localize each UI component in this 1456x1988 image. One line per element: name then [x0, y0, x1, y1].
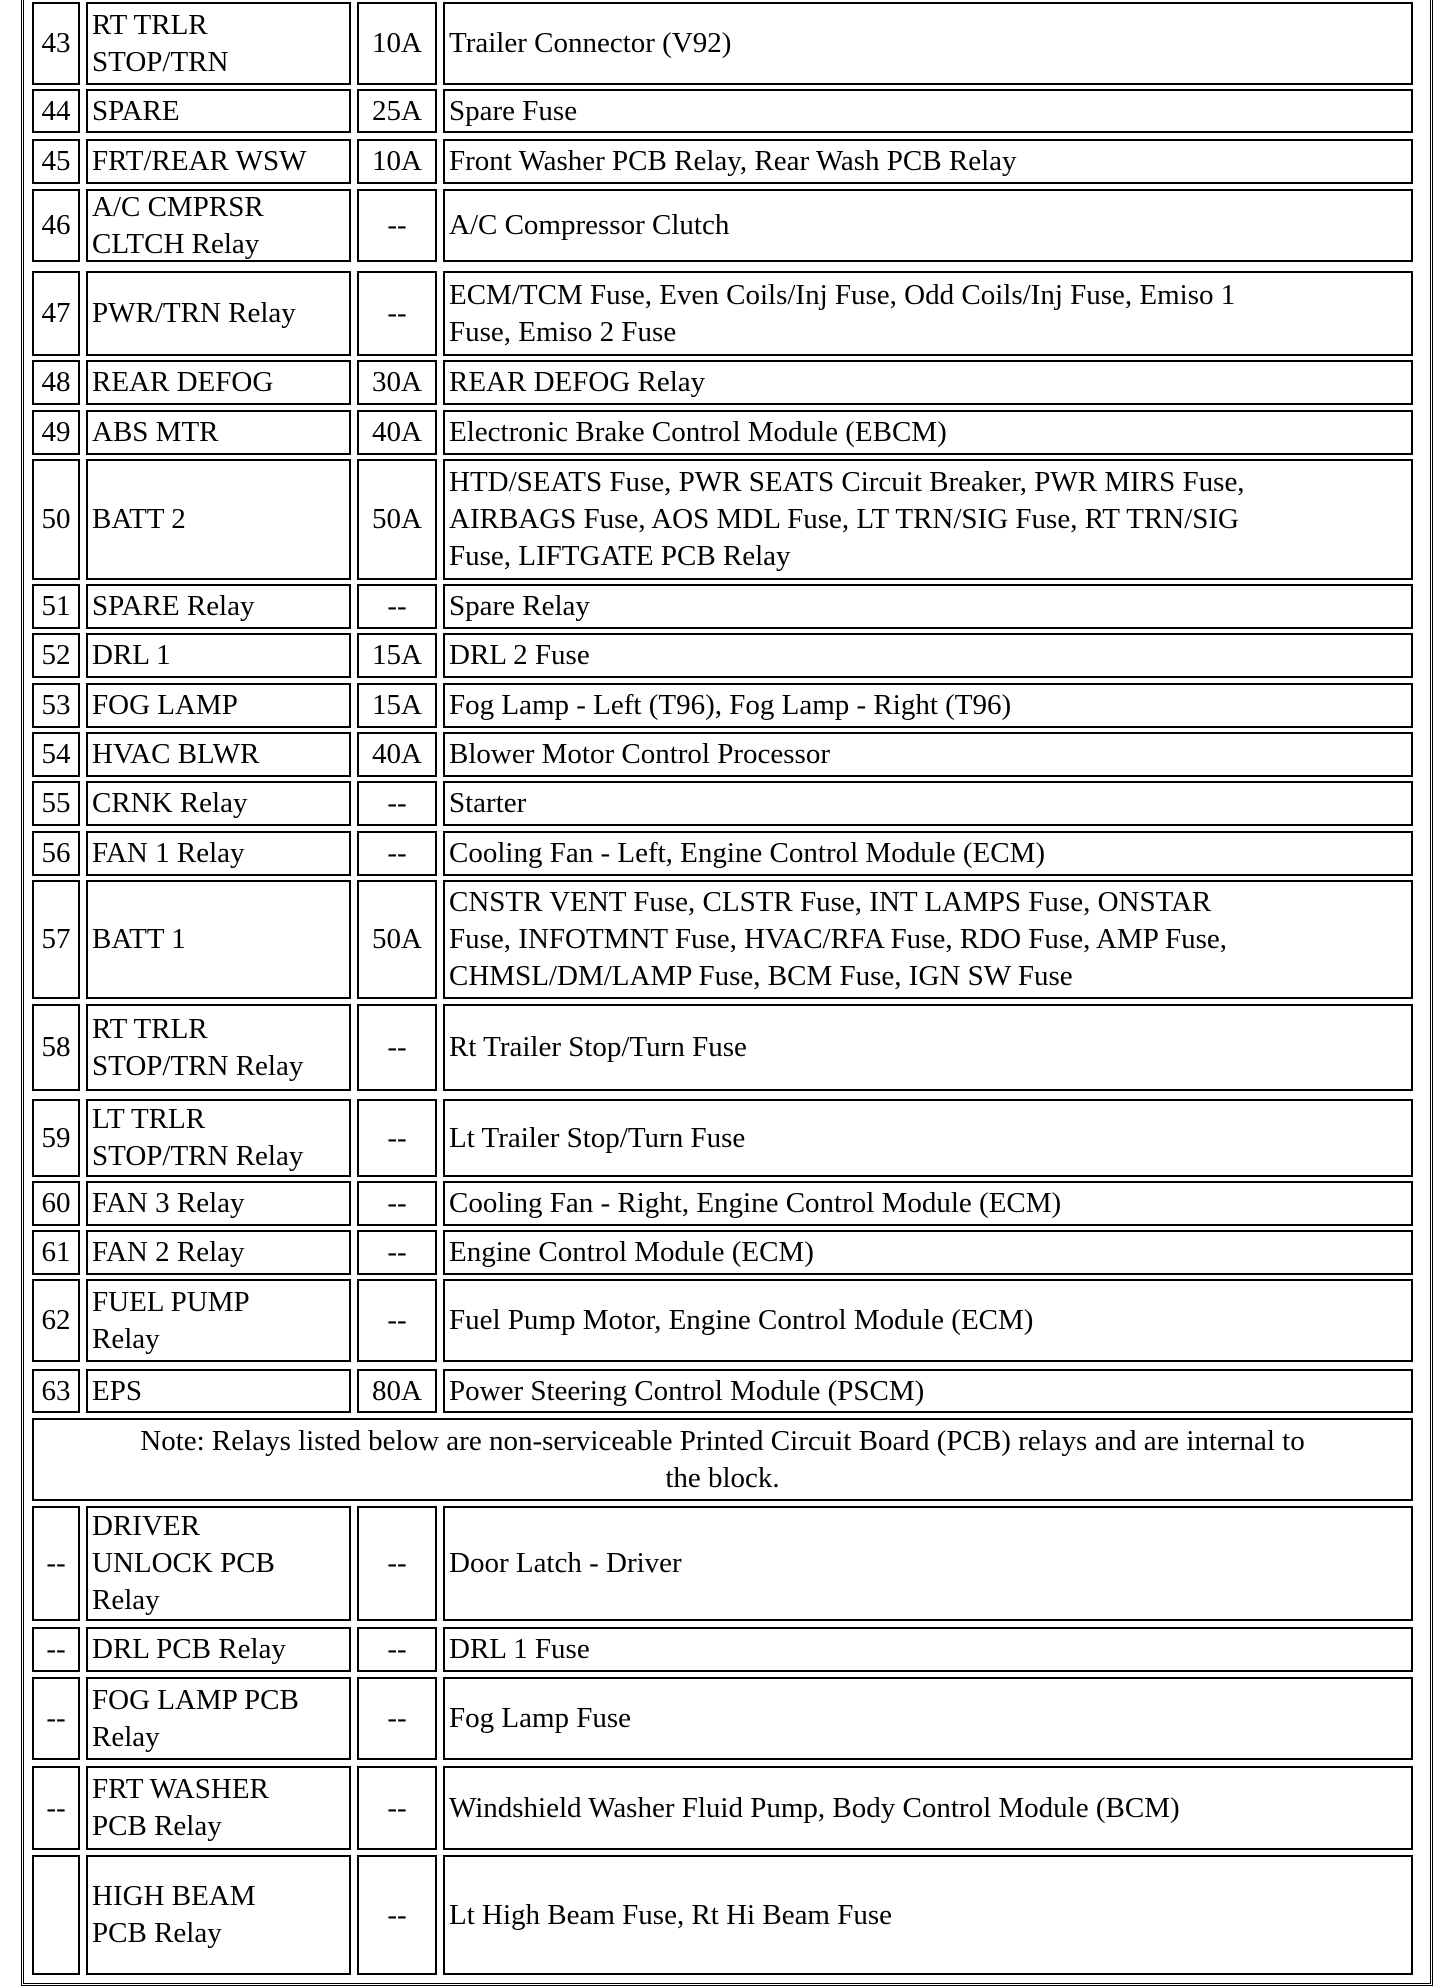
- fuse-row-desc-cell: [443, 139, 1413, 184]
- fuse-row-name-text: PWR/TRN Relay: [92, 297, 296, 329]
- fuse-row-amp-cell: [357, 2, 437, 85]
- fuse-row-amp-text: 80A: [372, 1374, 422, 1407]
- fuse-row-name-cell: [86, 732, 351, 777]
- fuse-row-amp-text: --: [387, 837, 407, 869]
- pcb-row-desc-text: Fog Lamp Fuse: [449, 1702, 632, 1734]
- fuse-row-amp-text: 10A: [372, 27, 422, 59]
- pcb-row-desc-text: Door Latch - Driver: [449, 1547, 682, 1579]
- fuse-row-name-cell: [86, 1004, 351, 1091]
- fuse-row-amp-text: 40A: [372, 416, 422, 448]
- fuse-row-desc-text: DRL 2 Fuse: [449, 639, 590, 671]
- pcb-row-num-text: --: [46, 1702, 66, 1734]
- fuse-row-num-cell: [32, 1369, 80, 1413]
- fuse-row-name-text: REAR DEFOG: [92, 366, 274, 398]
- fuse-row-name-text: ABS MTR: [92, 416, 219, 448]
- fuse-row-amp-cell: [357, 89, 437, 133]
- fuse-row-num-cell: [32, 2, 80, 85]
- fuse-row-num-cell: [32, 189, 80, 262]
- fuse-row-num-text: 45: [41, 145, 71, 177]
- fuse-row-name-text: FAN 1 Relay: [92, 837, 245, 869]
- fuse-row-amp-cell: [357, 633, 437, 678]
- fuse-row-name-text: SPARE Relay: [92, 590, 255, 622]
- fuse-row-desc-text: Power Steering Control Module (PSCM): [449, 1374, 925, 1407]
- fuse-row-num-cell: [32, 1004, 80, 1091]
- fuse-row-num-cell: [32, 831, 80, 876]
- fuse-row-amp-text: --: [387, 1031, 407, 1063]
- pcb-row-desc-cell: [443, 1627, 1413, 1672]
- fuse-row-num-cell: [32, 683, 80, 728]
- fuse-row-name-text: A/C CMPRSR CLTCH Relay: [92, 190, 264, 260]
- pcb-row-amp-cell: [357, 1677, 437, 1760]
- fuse-row-num-text: 59: [41, 1121, 71, 1154]
- fuse-row-desc-cell: [443, 831, 1413, 876]
- pcb-row-desc-cell: [443, 1506, 1413, 1621]
- fuse-row-desc-text: Fuel Pump Motor, Engine Control Module (ECM): [449, 1304, 1034, 1336]
- fuse-row-amp-cell: [357, 683, 437, 728]
- fuse-row-desc-text: Starter: [449, 787, 527, 819]
- fuse-row-name-text: SPARE: [92, 94, 180, 127]
- fuse-row-name-cell: [86, 2, 351, 85]
- fuse-row-amp-cell: [357, 831, 437, 876]
- pcb-row-name-cell: [86, 1506, 351, 1621]
- fuse-row-desc-text: Trailer Connector (V92): [449, 27, 732, 59]
- fuse-row-num-text: 53: [41, 689, 71, 721]
- fuse-row-name-cell: [86, 89, 351, 133]
- pcb-row-amp-text: --: [387, 1702, 407, 1734]
- fuse-row-amp-text: 40A: [372, 738, 422, 770]
- fuse-row-name-text: EPS: [92, 1374, 142, 1407]
- pcb-row-name-cell: [86, 1627, 351, 1672]
- fuse-row-desc-cell: [443, 89, 1413, 133]
- fuse-row-num-cell: [32, 410, 80, 455]
- fuse-row-amp-cell: [357, 1279, 437, 1362]
- fuse-row-desc-text: Fog Lamp - Left (T96), Fog Lamp - Right (T96): [449, 689, 1012, 721]
- pcb-row-desc-text: DRL 1 Fuse: [449, 1633, 590, 1665]
- fuse-row-amp-cell: [357, 880, 437, 999]
- fuse-row-num-cell: [32, 1099, 80, 1177]
- pcb-row-name-text: HIGH BEAM PCB Relay: [92, 1880, 256, 1949]
- fuse-row-num-cell: [32, 1181, 80, 1226]
- fuse-row-num-text: 57: [41, 923, 71, 955]
- fuse-row-amp-text: 50A: [372, 503, 422, 535]
- fuse-row-desc-cell: [443, 781, 1413, 826]
- fuse-row-name-text: DRL 1: [92, 639, 171, 671]
- pcb-row-desc-cell: [443, 1677, 1413, 1760]
- fuse-row-name-text: RT TRLR STOP/TRN: [92, 8, 229, 78]
- pcb-row-desc-cell: [443, 1766, 1413, 1850]
- fuse-row-num-cell: [32, 139, 80, 184]
- fuse-row-name-cell: [86, 360, 351, 405]
- fuse-row-num-text: 63: [41, 1374, 71, 1407]
- fuse-row-num-cell: [32, 584, 80, 629]
- pcb-row-name-cell: [86, 1677, 351, 1760]
- fuse-row-desc-cell: [443, 683, 1413, 728]
- fuse-row-num-text: 56: [41, 837, 71, 869]
- fuse-row-desc-cell: [443, 1279, 1413, 1362]
- fuse-row-num-cell: [32, 1230, 80, 1275]
- fuse-row-amp-text: --: [387, 297, 407, 329]
- pcb-row-amp-text: --: [387, 1791, 407, 1824]
- fuse-row-desc-text: REAR DEFOG Relay: [449, 366, 706, 398]
- fuse-row-num-text: 43: [41, 27, 71, 59]
- fuse-row-num-text: 54: [41, 738, 71, 770]
- pcb-row-name-text: FRT WASHER PCB Relay: [92, 1773, 269, 1842]
- pcb-row-amp-text: --: [387, 1898, 407, 1931]
- fuse-row-name-cell: [86, 880, 351, 999]
- fuse-row-amp-text: --: [387, 1304, 407, 1336]
- fuse-row-amp-cell: [357, 1099, 437, 1177]
- fuse-row-name-cell: [86, 410, 351, 455]
- fuse-row-num-cell: [32, 89, 80, 133]
- fuse-row-desc-text: Rt Trailer Stop/Turn Fuse: [449, 1031, 747, 1063]
- fuse-row-name-cell: [86, 831, 351, 876]
- pcb-row-amp-cell: [357, 1627, 437, 1672]
- fuse-row-amp-text: --: [387, 787, 407, 819]
- fuse-row-num-text: 47: [41, 297, 71, 329]
- fuse-row-amp-text: 25A: [372, 94, 422, 127]
- fuse-row-amp-text: --: [387, 590, 407, 622]
- fuse-row-name-cell: [86, 271, 351, 356]
- fuse-row-name-cell: [86, 189, 351, 262]
- fuse-row-amp-cell: [357, 1181, 437, 1226]
- fuse-row-num-text: 48: [41, 366, 71, 398]
- fuse-row-amp-cell: [357, 459, 437, 580]
- fuse-row-desc-cell: [443, 633, 1413, 678]
- fuse-row-amp-cell: [357, 732, 437, 777]
- fuse-row-num-cell: [32, 732, 80, 777]
- fuse-row-name-text: FUEL PUMP Relay: [92, 1285, 250, 1355]
- fuse-row-desc-text: ECM/TCM Fuse, Even Coils/Inj Fuse, Odd Coils/Inj Fuse, Emiso 1 Fuse, Emiso 2 Fuse: [449, 278, 1236, 348]
- pcb-row-amp-text: --: [387, 1547, 407, 1579]
- fuse-row-desc-cell: [443, 584, 1413, 629]
- fuse-row-desc-cell: [443, 459, 1413, 580]
- fuse-row-desc-text: Engine Control Module (ECM): [449, 1236, 814, 1268]
- fuse-row-num-text: 50: [41, 503, 71, 535]
- fuse-row-name-text: BATT 2: [92, 503, 186, 535]
- fuse-row-name-text: FOG LAMP: [92, 689, 238, 721]
- fuse-row-desc-text: Electronic Brake Control Module (EBCM): [449, 416, 947, 448]
- pcb-row-num-text: --: [46, 1547, 66, 1579]
- fuse-row-amp-cell: [357, 360, 437, 405]
- fuse-row-amp-text: 15A: [372, 689, 422, 721]
- fuse-row-num-text: 44: [41, 94, 71, 127]
- fuse-row-desc-cell: [443, 1369, 1413, 1413]
- fuse-row-desc-text: Spare Relay: [449, 590, 590, 622]
- fuse-row-num-cell: [32, 360, 80, 405]
- fuse-row-name-cell: [86, 1099, 351, 1177]
- fuse-row-desc-cell: [443, 880, 1413, 999]
- fuse-table: [21, 0, 1433, 1986]
- fuse-row-amp-text: --: [387, 1121, 407, 1154]
- fuse-row-desc-cell: [443, 2, 1413, 85]
- fuse-row-num-text: 46: [41, 209, 71, 241]
- fuse-row-amp-cell: [357, 189, 437, 262]
- fuse-row-name-cell: [86, 1230, 351, 1275]
- fuse-row-amp-text: 30A: [372, 366, 422, 398]
- pcb-note-text: Note: Relays listed below are non-serviceable Printed Circuit Board (PCB) relays and are internal to the block.: [140, 1424, 1305, 1494]
- fuse-row-amp-cell: [357, 1004, 437, 1091]
- fuse-row-name-cell: [86, 683, 351, 728]
- fuse-row-name-text: FAN 2 Relay: [92, 1236, 245, 1268]
- fuse-row-desc-cell: [443, 732, 1413, 777]
- pcb-row-num-text: --: [46, 1791, 66, 1824]
- fuse-row-name-cell: [86, 459, 351, 580]
- fuse-row-desc-text: Cooling Fan - Left, Engine Control Module (ECM): [449, 837, 1046, 869]
- fuse-row-num-text: 55: [41, 787, 71, 819]
- fuse-row-name-cell: [86, 633, 351, 678]
- pcb-row-amp-cell: [357, 1855, 437, 1975]
- fuse-row-desc-cell: [443, 271, 1413, 356]
- fuse-row-amp-text: 10A: [372, 145, 422, 177]
- fuse-row-desc-cell: [443, 360, 1413, 405]
- fuse-row-num-text: 61: [41, 1236, 71, 1268]
- fuse-row-num-cell: [32, 781, 80, 826]
- fuse-row-num-text: 62: [41, 1304, 71, 1336]
- pcb-row-num-cell: [32, 1677, 80, 1760]
- fuse-row-num-text: 49: [41, 416, 71, 448]
- pcb-row-desc-cell: [443, 1855, 1413, 1975]
- fuse-row-amp-text: --: [387, 1236, 407, 1268]
- pcb-row-amp-cell: [357, 1506, 437, 1621]
- fuse-row-desc-text: HTD/SEATS Fuse, PWR SEATS Circuit Breaker, PWR MIRS Fuse, AIRBAGS Fuse, AOS MDL Fuse, LT TRN/SIG Fuse, RT TRN/SIG Fuse, LIFTGATE PCB Relay: [449, 466, 1245, 572]
- fuse-row-name-text: RT TRLR STOP/TRN Relay: [92, 1012, 304, 1082]
- pcb-row-num-cell: [32, 1627, 80, 1672]
- fuse-row-amp-text: --: [387, 1187, 407, 1219]
- fuse-row-desc-text: Blower Motor Control Processor: [449, 738, 830, 770]
- fuse-row-num-cell: [32, 271, 80, 356]
- fuse-row-name-text: FRT/REAR WSW: [92, 145, 307, 177]
- fuse-row-desc-text: Lt Trailer Stop/Turn Fuse: [449, 1121, 746, 1154]
- fuse-row-amp-cell: [357, 139, 437, 184]
- pcb-row-name-cell: [86, 1766, 351, 1850]
- pcb-row-num-cell: [32, 1855, 80, 1975]
- pcb-row-amp-text: --: [387, 1633, 407, 1665]
- fuse-row-amp-text: --: [387, 209, 407, 241]
- pcb-row-num-cell: [32, 1506, 80, 1621]
- fuse-row-num-cell: [32, 1279, 80, 1362]
- fuse-row-name-cell: [86, 781, 351, 826]
- fuse-row-desc-cell: [443, 1230, 1413, 1275]
- pcb-row-name-cell: [86, 1855, 351, 1975]
- pcb-row-name-text: FOG LAMP PCB Relay: [92, 1683, 299, 1753]
- fuse-row-amp-text: 50A: [372, 923, 422, 955]
- fuse-row-name-cell: [86, 1369, 351, 1413]
- fuse-row-desc-text: Cooling Fan - Right, Engine Control Module (ECM): [449, 1187, 1062, 1219]
- fuse-row-desc-cell: [443, 1181, 1413, 1226]
- fuse-row-amp-cell: [357, 410, 437, 455]
- fuse-row-num-cell: [32, 633, 80, 678]
- fuse-row-name-cell: [86, 1279, 351, 1362]
- fuse-row-name-cell: [86, 139, 351, 184]
- fuse-row-desc-cell: [443, 189, 1413, 262]
- pcb-row-desc-text: Windshield Washer Fluid Pump, Body Control Module (BCM): [449, 1791, 1180, 1824]
- fuse-row-num-text: 52: [41, 639, 71, 671]
- fuse-row-amp-cell: [357, 781, 437, 826]
- pcb-row-num-cell: [32, 1766, 80, 1850]
- pcb-row-name-text: DRIVER UNLOCK PCB Relay: [92, 1510, 275, 1616]
- fuse-row-amp-cell: [357, 1230, 437, 1275]
- fuse-row-name-text: LT TRLR STOP/TRN Relay: [92, 1103, 304, 1172]
- fuse-row-name-cell: [86, 1181, 351, 1226]
- fuse-row-amp-cell: [357, 584, 437, 629]
- fuse-row-desc-text: CNSTR VENT Fuse, CLSTR Fuse, INT LAMPS Fuse, ONSTAR Fuse, INFOTMNT Fuse, HVAC/RFA Fuse, RDO Fuse, AMP Fuse, CHMSL/DM/LAMP Fuse, BCM Fuse, IGN SW Fuse: [449, 886, 1228, 992]
- fuse-row-num-text: 60: [41, 1187, 71, 1219]
- fuse-row-name-text: FAN 3 Relay: [92, 1187, 245, 1219]
- fuse-row-num-cell: [32, 880, 80, 999]
- pcb-row-name-text: DRL PCB Relay: [92, 1633, 286, 1665]
- fuse-row-name-text: HVAC BLWR: [92, 738, 260, 770]
- fuse-row-name-cell: [86, 584, 351, 629]
- fuse-row-desc-text: Spare Fuse: [449, 94, 578, 127]
- fuse-row-desc-text: A/C Compressor Clutch: [449, 209, 730, 241]
- pcb-row-amp-cell: [357, 1766, 437, 1850]
- fuse-row-name-text: CRNK Relay: [92, 787, 248, 819]
- pcb-row-num-text: --: [46, 1633, 66, 1665]
- pcb-note: [32, 1418, 1413, 1501]
- fuse-row-amp-cell: [357, 271, 437, 356]
- fuse-row-desc-cell: [443, 410, 1413, 455]
- fuse-row-num-text: 58: [41, 1031, 71, 1063]
- fuse-row-desc-text: Front Washer PCB Relay, Rear Wash PCB Relay: [449, 145, 1017, 177]
- fuse-row-amp-cell: [357, 1369, 437, 1413]
- fuse-row-num-cell: [32, 459, 80, 580]
- fuse-row-amp-text: 15A: [372, 639, 422, 671]
- fuse-row-desc-cell: [443, 1099, 1413, 1177]
- pcb-row-desc-text: Lt High Beam Fuse, Rt Hi Beam Fuse: [449, 1898, 893, 1931]
- fuse-row-num-text: 51: [41, 590, 71, 622]
- fuse-row-name-text: BATT 1: [92, 923, 186, 955]
- fuse-row-desc-cell: [443, 1004, 1413, 1091]
